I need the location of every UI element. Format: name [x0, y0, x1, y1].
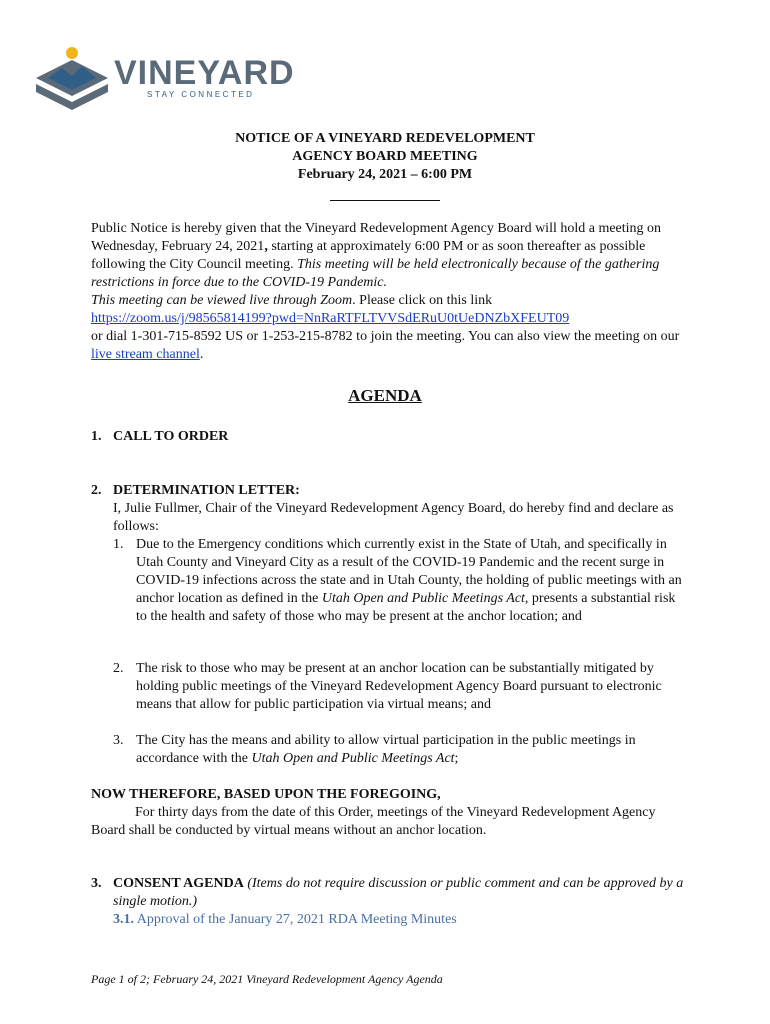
item-label: CALL TO ORDER	[113, 429, 229, 444]
now-therefore-block	[91, 786, 691, 840]
point-number: 1.	[113, 537, 124, 552]
zoom-meeting-link[interactable]: https://zoom.us/j/98565814199?pwd=NnRaRTFLTVVSdERuU0tUeDNZbXFEUT09	[91, 311, 570, 326]
logo-wordmark: VINEYARD	[114, 54, 295, 92]
determination-point-1	[113, 536, 683, 626]
consent-note: (Items do not require discussion or public comment and can be approved by a single motion.)	[113, 876, 684, 909]
notice-comma: ,	[264, 239, 268, 254]
notice-text-4: or dial 1-301-715-8592 US or 1-253-215-8782 to join the meeting. You can also view the meeting on our	[91, 329, 680, 344]
notice-title	[0, 130, 770, 184]
vineyard-logo-icon	[32, 44, 112, 114]
agenda-heading: AGENDA	[348, 386, 422, 405]
item-number: 3.	[91, 876, 102, 891]
title-divider	[330, 200, 440, 201]
determination-intro: I, Julie Fullmer, Chair of the Vineyard Redevelopment Agency Board, do hereby find and declare as follows:	[113, 501, 674, 534]
agenda-item-consent	[91, 875, 691, 929]
point-text: The risk to those who may be present at an anchor location can be substantially mitigated by holding public meetings of the Vineyard Redevelopment Agency Board pursuant to electronic means that allow for public participation via virtual means; and	[136, 661, 662, 712]
item-label: CONSENT AGENDA	[113, 876, 244, 891]
notice-text-3: . Please click on this link	[352, 293, 493, 308]
vineyard-logo	[32, 44, 295, 114]
title-line-3: February 24, 2021 – 6:00 PM	[297, 167, 473, 182]
title-line-2: AGENCY BOARD MEETING	[292, 149, 478, 164]
order-text: For thirty days from the date of this Order, meetings of the Vineyard Redevelopment Agency Board shall be conducted by virtual means without an anchor location.	[91, 805, 656, 838]
determination-point-3	[113, 732, 683, 768]
subitem-number: 3.1.	[113, 912, 134, 927]
title-line-1: NOTICE OF A VINEYARD REDEVELOPMENT	[235, 131, 535, 146]
consent-subitem-minutes[interactable]	[113, 911, 691, 929]
notice-text-5: .	[199, 347, 204, 362]
point-text-end: , presents a substantial risk to the health and safety of those who may be present at the anchor location; and	[136, 591, 676, 624]
notice-text-1: Public Notice is hereby given that the Vineyard Redevelopment Agency Board will hold a meeting on Wednesday, February 24, 2021	[91, 221, 662, 254]
logo-tagline: STAY CONNECTED	[147, 90, 255, 99]
agenda-item-determination	[91, 482, 691, 536]
point-text-end: ;	[454, 751, 459, 766]
page-footer: Page 1 of 2; February 24, 2021 Vineyard Redevelopment Agency Agenda	[91, 972, 443, 986]
item-label: DETERMINATION LETTER:	[113, 483, 300, 498]
notice-zoom-italic: This meeting can be viewed live through Zoom	[91, 293, 353, 308]
determination-point-2	[113, 660, 683, 714]
point-italic: Utah Open and Public Meetings Act	[251, 751, 455, 766]
point-text: The City has the means and ability to allow virtual participation in the public meetings in accordance with the	[136, 733, 636, 766]
point-italic: Utah Open and Public Meetings Act	[321, 591, 525, 606]
notice-text-2: starting at approximately 6:00 PM or as soon thereafter as possible following the City Council meeting.	[91, 239, 646, 272]
subitem-text: Approval of the January 27, 2021 RDA Meeting Minutes	[134, 912, 457, 927]
notice-electronic-italic: This meeting will be held electronically because of the gathering restrictions in force due to the COVID-19 Pandemic.	[91, 257, 660, 290]
point-number: 2.	[113, 661, 124, 676]
point-number: 3.	[113, 733, 124, 748]
public-notice-paragraph	[91, 220, 691, 364]
live-stream-link[interactable]: live stream channel	[91, 347, 200, 362]
agenda-item-call-to-order	[91, 428, 691, 446]
point-text: Due to the Emergency conditions which currently exist in the State of Utah, and specifically in Utah County and Vineyard City as a result of the COVID-19 Pandemic and the recent surge in COVID-19 infections across the state and in Utah County, the holding of public meetings with an anchor location as defined in the	[136, 537, 682, 606]
item-number: 1.	[91, 429, 102, 444]
now-therefore-heading: NOW THEREFORE, BASED UPON THE FOREGOING,	[91, 787, 441, 802]
item-number: 2.	[91, 483, 102, 498]
